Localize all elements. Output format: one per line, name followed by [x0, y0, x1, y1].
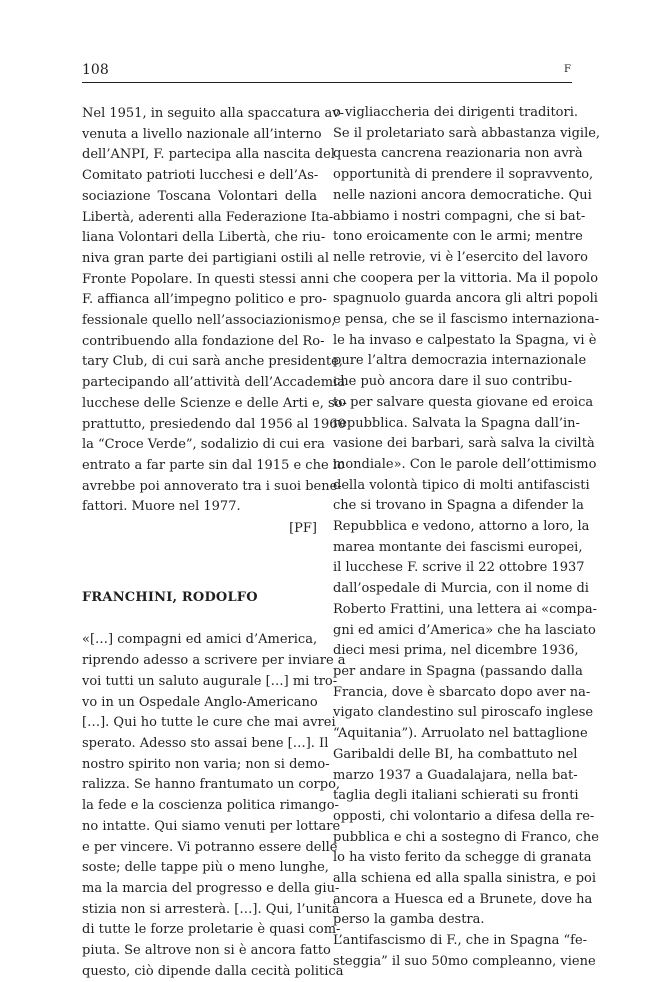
- text-line: Comitato patrioti lucchesi e dell’As-: [82, 168, 319, 184]
- text-line: nelle nazioni ancora democratiche. Qui: [333, 187, 592, 203]
- running-head: F: [564, 64, 572, 75]
- text-line: tono eroicamente con le armi; mentre: [333, 229, 583, 245]
- text-line: ralizza. Se hanno frantumato un corpo,: [82, 777, 341, 793]
- text-line: F. affianca all’impegno politico e pro-: [82, 292, 327, 308]
- text-line: niva gran parte dei partigiani ostili al: [82, 250, 329, 266]
- text-line: la fede e la coscienza politica rimango-: [82, 798, 339, 814]
- text-line: e pensa, che se il fascismo internaziona-: [333, 312, 600, 328]
- text-line: abbiamo i nostri compagni, che si bat-: [333, 208, 586, 224]
- text-line: voi tutti un saluto augurale […] mi tro-: [82, 673, 338, 689]
- text-line: spagnuolo guarda ancora gli altri popoli: [333, 291, 598, 307]
- text-line: Repubblica e vedono, attorno a loro, la: [333, 519, 590, 535]
- text-line: fattori. Muore nel 1977.: [82, 499, 241, 515]
- text-line: mondiale». Con le parole dell’ottimismo: [333, 456, 597, 472]
- text-line: dell’ANPI, F. partecipa alla nascita del: [82, 147, 335, 163]
- text-line: questo, ciò dipende dalla cecità politica: [82, 963, 344, 979]
- text-line: opposti, chi volontario a difesa della re-: [333, 808, 595, 824]
- text-line: avrebbe poi annoverato tra i suoi bene-: [82, 478, 342, 494]
- text-line: taglia degli italiani schierati su fronti: [333, 788, 579, 804]
- text-line: piuta. Se altrove non si è ancora fatto: [82, 943, 331, 959]
- text-line: la “Croce Verde”, sodalizio di cui era: [82, 437, 325, 453]
- text-line: alla schiena ed alla spalla sinistra, e poi: [333, 871, 597, 887]
- text-line: stizia non si arresterà. […]. Qui, l’unità: [82, 901, 340, 917]
- text-line: steggia” il suo 50mo compleanno, viene: [333, 953, 596, 969]
- text-line: «[…] compagni ed amici d’America,: [82, 632, 318, 648]
- text-line: tary Club, di cui sarà anche presidente,: [82, 354, 343, 370]
- text-line: soste; delle tappe più o meno lunghe,: [82, 860, 329, 876]
- text-line: Se il proletariato sarà abbastanza vigile,: [333, 125, 601, 141]
- text-line: Roberto Frattini, una lettera ai «compa-: [333, 601, 598, 617]
- entry-body-text: [82, 630, 346, 982]
- text-line: dieci mesi prima, nel dicembre 1936,: [333, 643, 579, 659]
- right-column: [333, 103, 601, 973]
- text-line: pubblica e chi a sostegno di Franco, che: [333, 829, 599, 845]
- text-line: di tutte le forze proletarie è quasi com-: [82, 922, 341, 938]
- text-line: le ha invaso e calpestato la Spagna, vi è: [333, 332, 597, 348]
- text-line: marea montante dei fascismi europei,: [333, 539, 583, 555]
- text-line: Nel 1951, in seguito alla spaccatura av-: [82, 106, 344, 121]
- text-line: che può ancora dare il suo contribu-: [333, 374, 573, 390]
- text-line: to per salvare questa giovane ed eroica: [333, 394, 594, 410]
- text-line: opportunità di prendere il sopravvento,: [333, 167, 594, 183]
- text-line: della volontà tipico di molti antifascisti: [333, 477, 590, 493]
- text-line: e per vincere. Vi potranno essere delle: [82, 839, 338, 855]
- text-line: perso la gamba destra.: [333, 912, 485, 928]
- text-line: venuta a livello nazionale all’interno: [82, 126, 322, 142]
- text-line: liana Volontari della Libertà, che riu-: [82, 230, 326, 246]
- page-header: [82, 60, 572, 83]
- text-line: entrato a far parte sin dal 1915 e che lo: [82, 457, 345, 473]
- page-number: 108: [82, 62, 109, 78]
- text-line: lo ha visto ferito da schegge di granata: [333, 850, 592, 866]
- text-line: contribuendo alla fondazione del Ro-: [82, 333, 325, 349]
- text-line: marzo 1937 a Guadalajara, nella bat-: [333, 767, 578, 783]
- text-line: vo in un Ospedale Anglo-Americano: [82, 694, 318, 710]
- text-line: il lucchese F. scrive il 22 ottobre 1937: [333, 560, 585, 576]
- text-line: L’antifascismo di F., che in Spagna “fe-: [333, 933, 588, 949]
- text-line: per andare in Spagna (passando dalla: [333, 663, 583, 679]
- text-line: Fronte Popolare. In questi stessi anni: [82, 271, 329, 287]
- left-column: [82, 104, 347, 982]
- text-line: riprendo adesso a scrivere per inviare a: [82, 653, 346, 669]
- text-line: che si trovano in Spagna a difender la: [333, 498, 584, 514]
- text-line: sperato. Adesso sto assai bene […]. Il: [82, 735, 329, 751]
- text-line: o vigliaccheria dei dirigenti traditori.: [333, 105, 579, 120]
- text-line: ancora a Huesca ed a Brunete, dove ha: [333, 891, 593, 907]
- text-line: no intatte. Qui siamo venuti per lottare: [82, 818, 341, 834]
- text-line: che coopera per la vittoria. Ma il popolo: [333, 270, 599, 286]
- text-line: vigato clandestino sul piroscafo inglese: [333, 705, 594, 721]
- text-line: gni ed amici d’America» che ha lasciato: [333, 622, 596, 638]
- text-line: […]. Qui ho tutte le cure che mai avrei: [82, 715, 336, 731]
- text-line: Garibaldi delle BI, ha combattuto nel: [333, 746, 578, 762]
- right-column-text: [333, 103, 601, 973]
- text-line: partecipando all’attività dell’Accademia: [82, 375, 345, 391]
- text-line: ma la marcia del progresso e della giu-: [82, 880, 340, 896]
- text-line: prattutto, presiedendo dal 1956 al 1960: [82, 416, 346, 432]
- text-line: repubblica. Salvata la Spagna dall’in-: [333, 415, 580, 431]
- text-line: dall’ospedale di Murcia, con il nome di: [333, 581, 589, 597]
- text-line: pure l’altra democrazia internazionale: [333, 353, 587, 369]
- text-line: sociazione Toscana Volontari della: [82, 188, 317, 204]
- text-line: “Aquitania”). Arruolato nel battaglione: [333, 726, 588, 742]
- text-line: questa cancrena reazionaria non avrà: [333, 146, 583, 162]
- text-line: Francia, dove è sbarcato dopo aver na-: [333, 684, 591, 700]
- text-line: nostro spirito non varia; non si demo-: [82, 756, 330, 772]
- previous-entry-text: [82, 104, 347, 518]
- author-signature: [PF]: [289, 521, 317, 537]
- text-line: nelle retrovie, vi è l’esercito del lavoro: [333, 249, 588, 265]
- entry-title: FRANCHINI, RODOLFO: [82, 589, 258, 605]
- text-line: Libertà, aderenti alla Federazione Ita-: [82, 209, 334, 225]
- text-line: lucchese delle Scienze e delle Arti e, so-: [82, 395, 347, 411]
- text-line: vasione dei barbari, sarà salva la civiltà: [333, 436, 595, 452]
- text-line: fessionale quello nell’associazionismo,: [82, 313, 336, 329]
